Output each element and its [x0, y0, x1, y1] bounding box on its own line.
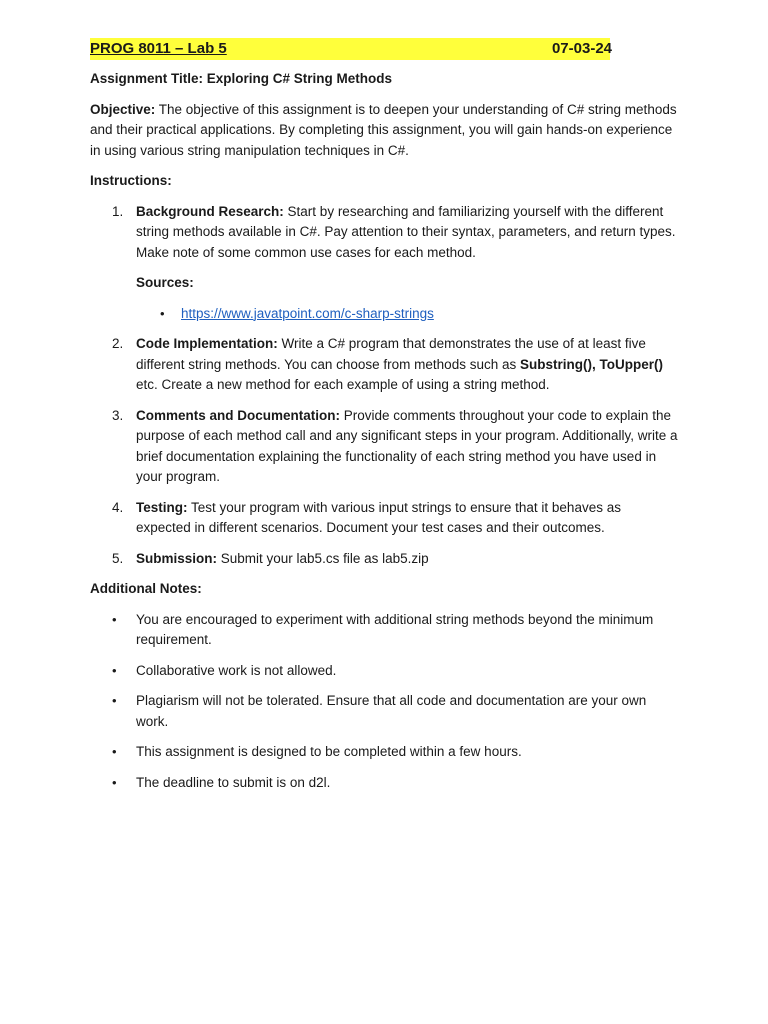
- bullet-icon: •: [112, 662, 117, 678]
- method-separator: ,: [591, 356, 600, 372]
- sources-list: [136, 304, 678, 325]
- note-item: [90, 610, 678, 651]
- instruction-text: Write a C# program that demonstrates the use of at least five different string methods. You can choose from methods such as: [136, 336, 646, 372]
- instruction-item: [90, 498, 678, 539]
- instruction-text: Start by researching and familiarizing yourself with the different string methods available in C#. Pay attention to their syntax, parameters, and return types. Make note of some common use cases for each method.: [136, 203, 676, 260]
- instruction-item: [90, 406, 678, 488]
- notes-heading: Additional Notes:: [90, 581, 202, 596]
- note-text: The deadline to submit is on d2l.: [136, 774, 331, 790]
- method-name-toupper: ToUpper(): [599, 356, 663, 372]
- objective-label: Objective:: [90, 101, 156, 117]
- note-item: [90, 691, 678, 732]
- bullet-icon: •: [112, 693, 117, 708]
- instructions-list: [90, 202, 678, 570]
- course-title: PROG 8011 – Lab 5: [90, 40, 227, 57]
- instruction-text: Submit your lab5.cs file as lab5.zip: [217, 550, 429, 566]
- objective-paragraph: [90, 100, 678, 162]
- note-text: Collaborative work is not allowed.: [136, 662, 337, 678]
- document-page: [90, 38, 678, 803]
- note-text: You are encouraged to experiment with additional string methods beyond the minimum requirement.: [136, 611, 654, 647]
- instruction-label: Comments and Documentation:: [136, 407, 341, 423]
- instruction-text: Test your program with various input strings to ensure that it behaves as expected in different scenarios. Document your test cases and their outcomes.: [136, 499, 621, 535]
- instruction-label: Background Research:: [136, 203, 284, 219]
- note-item: [90, 661, 678, 682]
- instruction-number: 2.: [112, 336, 124, 351]
- bullet-icon: •: [112, 744, 117, 759]
- instructions-heading: Instructions:: [90, 173, 172, 188]
- note-item: [90, 742, 678, 763]
- note-text: This assignment is designed to be completed within a few hours.: [136, 744, 522, 759]
- instruction-text-after: etc. Create a new method for each example of using a string method.: [136, 377, 550, 392]
- instruction-number: 4.: [112, 499, 124, 515]
- instruction-label: Code Implementation:: [136, 336, 278, 351]
- instruction-label: Submission:: [136, 550, 218, 566]
- instruction-label: Testing:: [136, 499, 188, 515]
- header-date: 07-03-24: [551, 40, 612, 57]
- header-bar: [90, 38, 610, 60]
- source-link[interactable]: https://www.javatpoint.com/c-sharp-strings: [181, 305, 434, 321]
- bullet-icon: •: [160, 305, 165, 321]
- instruction-number: 3.: [112, 407, 124, 423]
- note-item: [90, 773, 678, 794]
- instruction-number: 5.: [112, 550, 124, 566]
- bullet-icon: •: [112, 774, 117, 790]
- note-text: Plagiarism will not be tolerated. Ensure that all code and documentation are your own work.: [136, 693, 647, 729]
- assignment-title: Assignment Title: Exploring C# String Methods: [90, 71, 393, 86]
- bullet-icon: •: [112, 611, 117, 627]
- instruction-item: [90, 549, 678, 570]
- sources-label: Sources:: [136, 275, 194, 290]
- method-name-substring: Substring(): [519, 356, 592, 372]
- instruction-item: [90, 334, 678, 396]
- source-item: [136, 304, 678, 325]
- objective-text: The objective of this assignment is to deepen your understanding of C# string methods and their practical applications. By completing this assignment, you will gain hands-on experience in using various string manipulation techniques in C#.: [90, 101, 677, 158]
- instruction-text: Provide comments throughout your code to explain the purpose of each method call and any significant steps in your program. Additionally, write a brief documentation explaining the functionality of each string method you have used in your program.: [136, 407, 678, 484]
- notes-list: [90, 610, 678, 794]
- instruction-item: [90, 202, 678, 325]
- instruction-number: 1.: [112, 203, 124, 219]
